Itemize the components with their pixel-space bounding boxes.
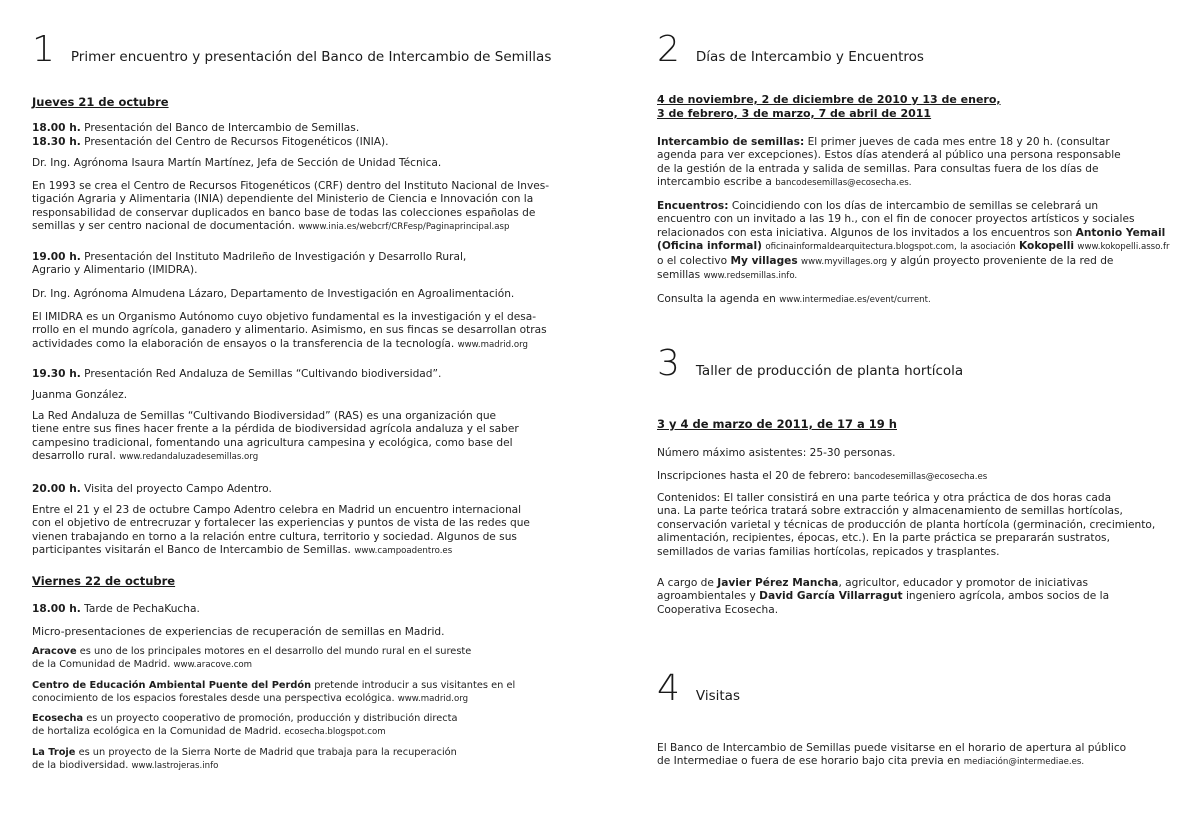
list-item-la-troje: La Troje es un proyecto de la Sierra Norte de Madrid que trabaja para la recuperación de la biodiversidad. www.lastrojeras.info	[32, 747, 457, 771]
paragraph-campo-adentro: Entre el 21 y el 23 de octubre Campo Adentro celebra en Madrid un encuentro internacional con el objetivo de entrecruzar y fortalecer las experiencias y puntos de vista de las redes que vienen trabajando en torno a la relación entre cultura, territorio y sociedad. Algunos de sus participantes visitarán el Banco de Intercambio de Semillas. www.campoadentro.es	[32, 504, 530, 557]
section-title: Días de Intercambio y Encuentros	[695, 49, 924, 65]
link-aracove[interactable]: www.aracove.com	[173, 659, 253, 670]
section-number: 4	[657, 668, 680, 709]
section-number: 1	[32, 29, 55, 70]
schedule-item: 18.00 h. Tarde de PechaKucha.	[32, 603, 200, 615]
link-madrid-org[interactable]: www.madrid.org	[397, 693, 469, 704]
list-item-aracove: Aracove es uno de los principales motores en el desarrollo del mundo rural en el sureste de la Comunidad de Madrid. www.aracove.com	[32, 646, 472, 670]
link-oficina-informal[interactable]: oficinainformaldearquitectura.blogspot.com,	[765, 242, 957, 253]
day-heading-friday: Viernes 22 de octubre	[32, 574, 176, 588]
section-title: Taller de producción de planta hortícola	[695, 363, 964, 379]
link-lastrojeras[interactable]: www.lastrojeras.info	[131, 760, 219, 771]
link-myvillages[interactable]: www.myvillages.org	[801, 256, 888, 267]
schedule-item: 18.30 h. Presentación del Centro de Recursos Fitogenéticos (INIA).	[32, 136, 389, 148]
taller-dates-heading: 3 y 4 de marzo de 2011, de 17 a 19 h	[657, 417, 897, 431]
section-3-header	[657, 343, 964, 384]
paragraph-inscripciones: Inscripciones hasta el 20 de febrero: bancodesemillas@ecosecha.es	[657, 470, 988, 482]
day-heading-thursday: Jueves 21 de octubre	[32, 95, 169, 109]
paragraph-imidra: El IMIDRA es un Organismo Autónomo cuyo objetivo fundamental es la investigación y el desa- rrollo en el mundo agrícola, ganadero y alimentario. Asimismo, en sus fincas se desarrollan otras actividades como la elaboración de ensayos o la transferencia de la tecnología. www.madrid.org	[32, 311, 547, 350]
schedule-item: 19.00 h. Presentación del Instituto Madrileño de Investigación y Desarrollo Rural, Agrario y Alimentario (IMIDRA).	[32, 251, 467, 277]
section-title: Primer encuentro y presentación del Banco de Intercambio de Semillas	[70, 49, 552, 65]
paragraph-crf: En 1993 se crea el Centro de Recursos Fitogenéticos (CRF) dentro del Instituto Nacional de Inves- tigación Agraria y Alimentaria (INIA) dependiente del Ministerio de Ciencia e Innovación con la responsabilidad de conservar duplicados en banco base de todas las colecciones españolas de semillas y ser centro nacional de documentación. wwww.inia.es/webcrf/CRFesp/Paginaprincipal.asp	[32, 180, 550, 233]
paragraph-intercambio: Intercambio de semillas: El primer jueves de cada mes entre 18 y 20 h. (consultar agenda para ver excepciones). Estos días atenderá al público una persona responsable de la gestión de la entrada y salida de semillas. Para consultas fuera de los días de intercambio escribe a bancodesemillas@ecosecha.es.	[657, 136, 1121, 189]
schedule-item: 20.00 h. Visita del proyecto Campo Adentro.	[32, 483, 272, 495]
link-campoadentro[interactable]: www.campoadentro.es	[354, 546, 453, 557]
link-ras[interactable]: www.redandaluzadesemillas.org	[119, 452, 259, 463]
paragraph: Dr. Ing. Agrónoma Almudena Lázaro, Departamento de Investigación en Agroalimentación.	[32, 288, 515, 300]
paragraph: Dr. Ing. Agrónoma Isaura Martín Martínez, Jefa de Sección de Unidad Técnica.	[32, 157, 442, 169]
link-inia[interactable]: wwww.inia.es/webcrf/CRFesp/Paginaprincipal.asp	[298, 222, 510, 233]
section-4-header	[657, 668, 740, 709]
link-madrid[interactable]: www.madrid.org	[457, 339, 528, 350]
section-title: Visitas	[695, 688, 740, 704]
paragraph-ras: La Red Andaluza de Semillas “Cultivando Biodiversidad” (RAS) es una organización que tiene entre sus fines hacer frente a la pérdida de biodiversidad agrícola andaluza y el saber campesino tradicional, fomentando una agricultura campesina y ecológica, como base del desarrollo rural. www.redandaluzadesemillas.org	[32, 410, 519, 463]
link-ecosecha[interactable]: ecosecha.blogspot.com	[284, 726, 386, 737]
list-item-ecosecha: Ecosecha es un proyecto cooperativo de promoción, producción y distribución directa de hortaliza ecológica en la Comunidad de Madrid. ecosecha.blogspot.com	[32, 713, 458, 737]
schedule-item: 19.30 h. Presentación Red Andaluza de Semillas “Cultivando biodiversidad”.	[32, 368, 442, 380]
paragraph-contenidos: Contenidos: El taller consistirá en una parte teórica y otra práctica de dos horas cada una. La parte teórica tratará sobre extracción y almacenamiento de semillas hortícolas, conservación varietal y técnicas de producción de planta hortícola (germinación, crecimiento, alimentación, recipientes, épocas, etc.). En la parte práctica se prepararán sustratos, semillados de varias familias hortícolas, repicados y trasplantes.	[657, 492, 1156, 558]
email-link[interactable]: bancodesemillas@ecosecha.es	[853, 472, 988, 482]
link-kokopelli[interactable]: www.kokopelli.asso.fr	[1077, 242, 1170, 253]
section-1-header	[32, 29, 552, 70]
link-redsemillas[interactable]: www.redsemillas.info.	[703, 271, 798, 282]
email-link[interactable]: bancodesemillas@ecosecha.es.	[775, 178, 912, 189]
list-item-perdon: Centro de Educación Ambiental Puente del Perdón pretende introducir a sus visitantes en el conocimiento de los espacios forestales desde una perspectiva ecológica. www.madrid.org	[32, 680, 516, 704]
link-agenda[interactable]: www.intermediae.es/event/current.	[779, 295, 931, 305]
schedule-item: 18.00 h. Presentación del Banco de Intercambio de Semillas.	[32, 122, 360, 134]
paragraph: Micro-presentaciones de experiencias de recuperación de semillas en Madrid.	[32, 626, 445, 638]
section-number: 2	[657, 29, 680, 70]
paragraph-agenda: Consulta la agenda en www.intermediae.es/event/current.	[657, 293, 931, 305]
section-2-header	[657, 29, 924, 70]
paragraph-encuentros: Encuentros: Coincidiendo con los días de intercambio de semillas se celebrará un encuentro con un invitado a las 19 h., con el fin de conocer proyectos artísticos y sociales relacionados con esta iniciativa. Algunos de los invitados a los encuentros son Antonio Yemail (Oficina informal) oficinainformaldearquitectura.blogspot.com, la asociación Kokopelli www.kokopelli.asso.fr o el colectivo My villages www.myvillages.org y algún proyecto proveniente de la red de semillas www.redsemillas.info.	[657, 200, 1170, 282]
section-number: 3	[657, 343, 680, 384]
paragraph: Número máximo asistentes: 25-30 personas.	[657, 447, 896, 459]
paragraph-a-cargo: A cargo de Javier Pérez Mancha, agricultor, educador y promotor de iniciativas agroambientales y David García Villarragut ingeniero agrícola, ambos socios de la Cooperativa Ecosecha.	[657, 577, 1110, 616]
paragraph: Juanma González.	[32, 389, 128, 401]
email-link[interactable]: mediación@intermediae.es.	[963, 757, 1085, 768]
paragraph-visitas: El Banco de Intercambio de Semillas puede visitarse en el horario de apertura al público de Intermediae o fuera de ese horario bajo cita previa en mediación@intermediae.es.	[657, 742, 1127, 768]
dates-heading: 4 de noviembre, 2 de diciembre de 2010 y 13 de enero, 3 de febrero, 3 de marzo, 7 de abril de 2011	[657, 93, 1001, 120]
